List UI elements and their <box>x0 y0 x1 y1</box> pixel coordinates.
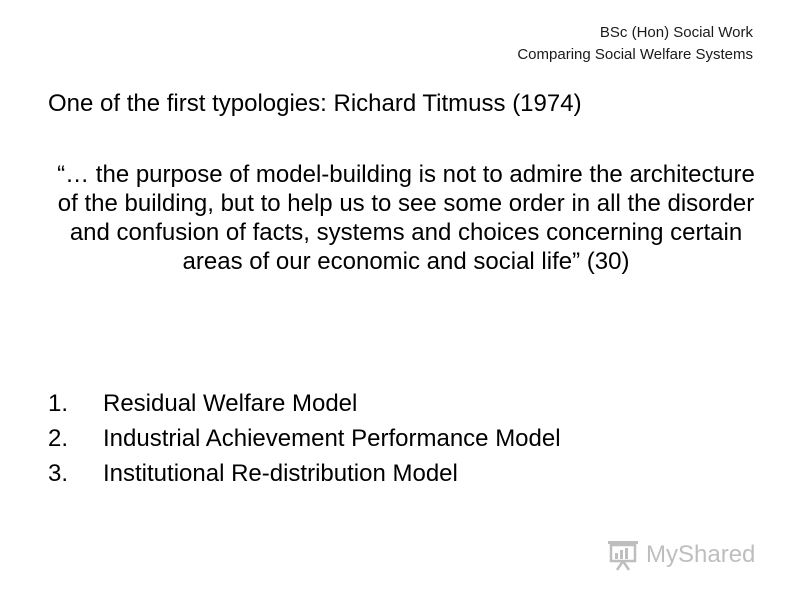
list-item-label: Residual Welfare Model <box>103 390 358 417</box>
list-item <box>48 456 561 491</box>
list-item-number: 1. <box>48 390 69 417</box>
list-item-label: Industrial Achievement Performance Model <box>103 425 561 452</box>
list-item-number: 3. <box>48 460 69 487</box>
list-item <box>48 421 561 456</box>
slide-heading: One of the first typologies: Richard Titmuss (1974) <box>48 90 582 117</box>
list-item-number: 2. <box>48 425 69 452</box>
lecture-title: Comparing Social Welfare Systems <box>517 46 753 63</box>
presentation-board-icon <box>606 538 640 572</box>
model-list <box>48 386 561 491</box>
course-title: BSc (Hon) Social Work <box>599 24 753 41</box>
myshared-watermark <box>606 537 755 573</box>
slide-header <box>517 22 753 66</box>
list-item <box>48 386 561 421</box>
titmuss-quote: “… the purpose of model-building is not to admire the architecture of the building, but to help us to see some order in all the disorder and confusion of facts, systems and choices concerning certain areas of our economic and social life” (30) <box>57 161 755 275</box>
list-item-label: Institutional Re-distribution Model <box>103 460 458 487</box>
watermark-text: MyShared <box>646 541 756 568</box>
